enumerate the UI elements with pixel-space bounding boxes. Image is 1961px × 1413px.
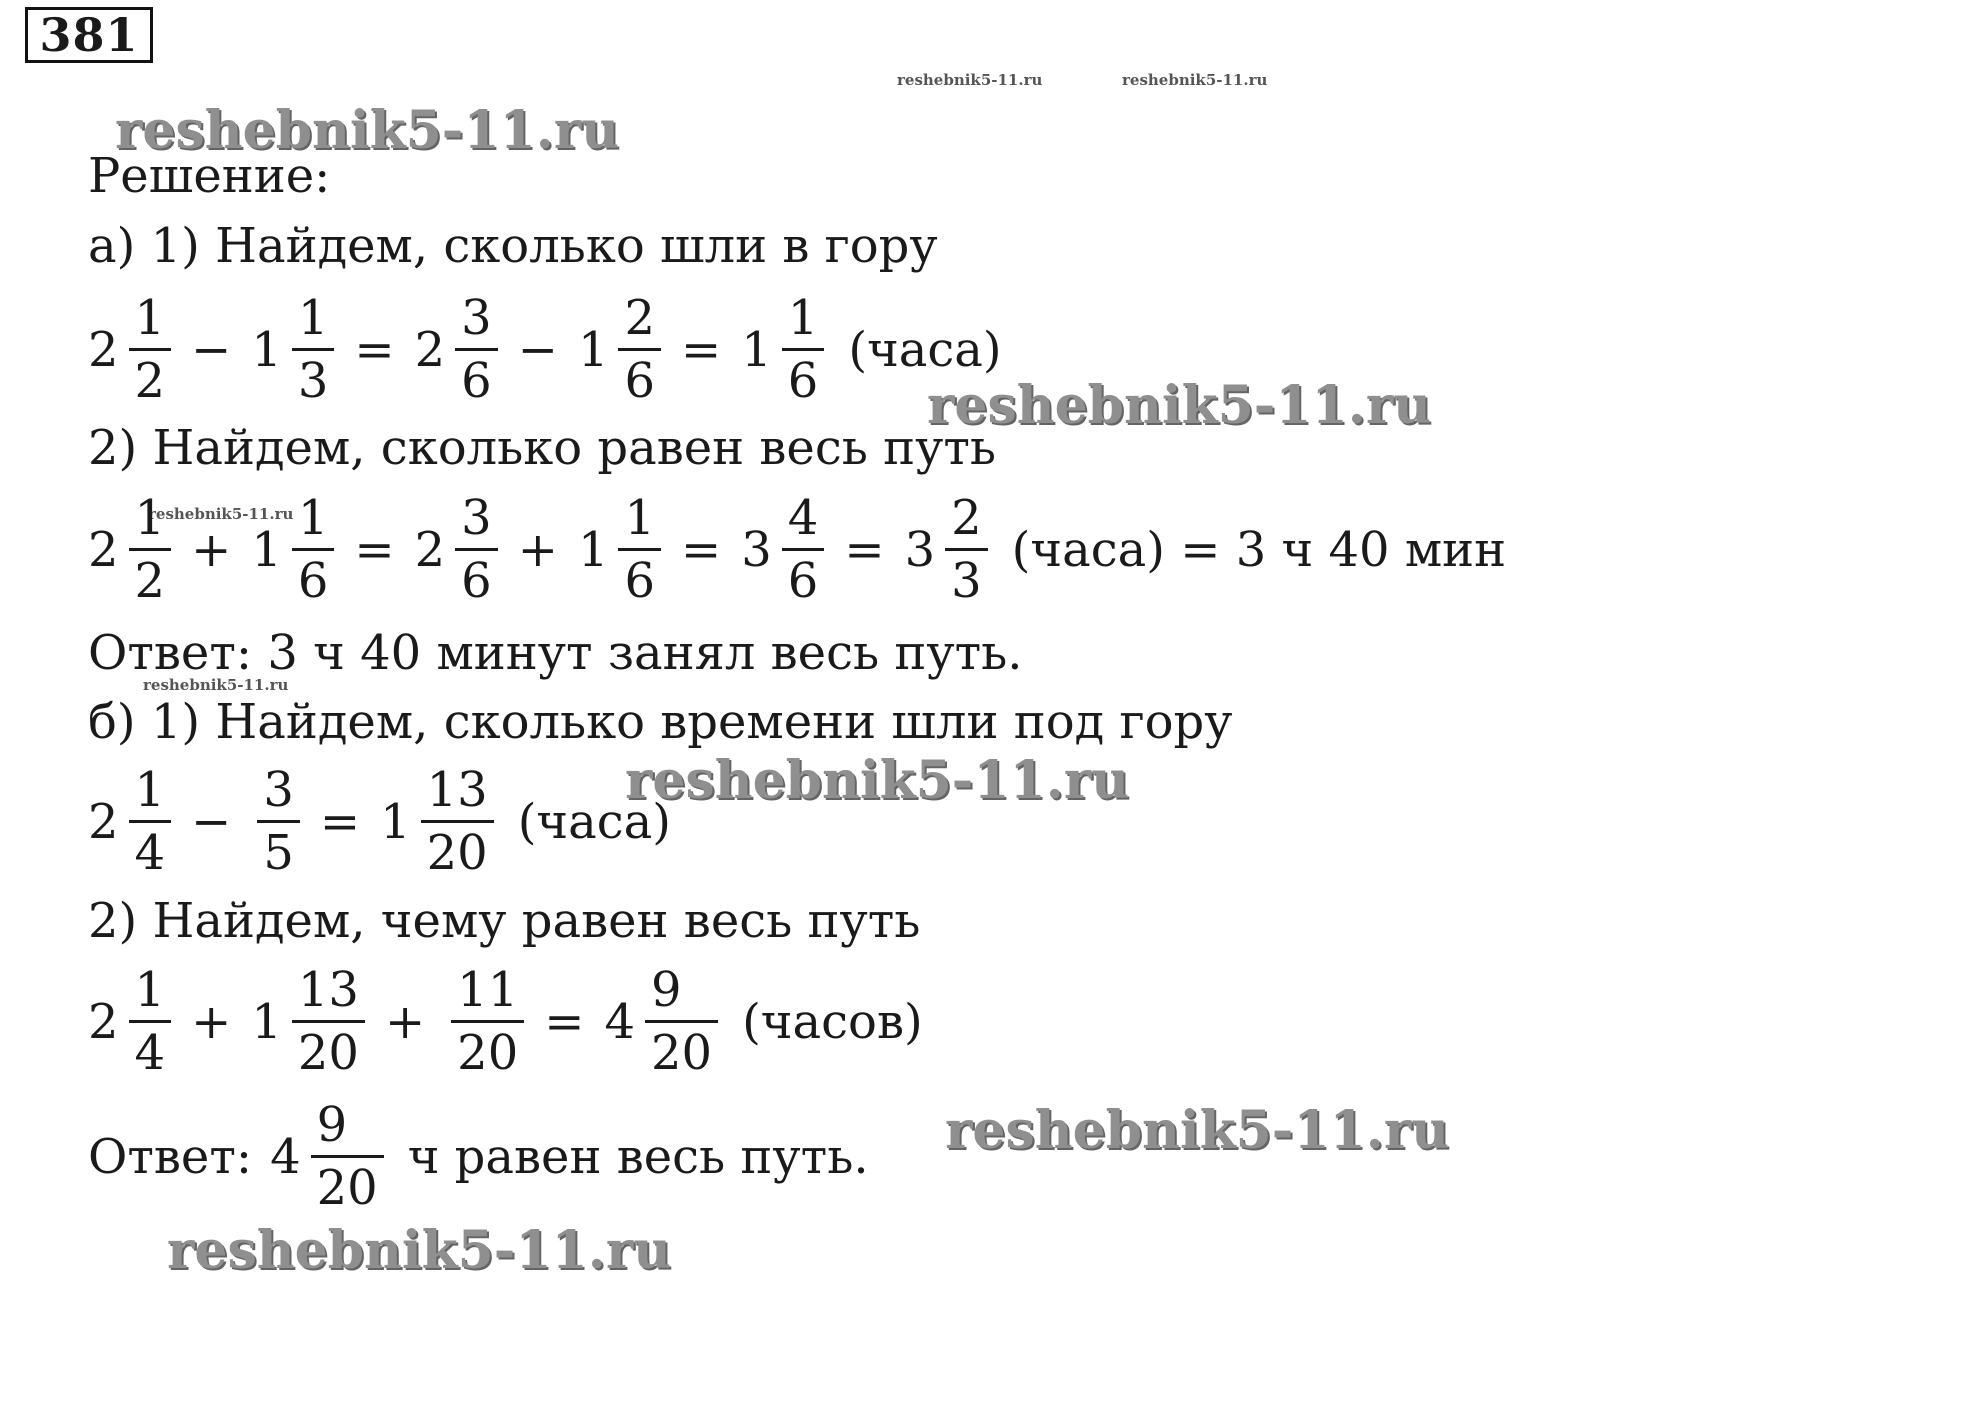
fraction [292, 288, 335, 411]
whole-number: 4 [604, 993, 635, 1050]
whole-number: 1 [251, 521, 282, 578]
operator: − [191, 793, 232, 850]
denominator: 6 [624, 553, 656, 609]
equals-sign: = [354, 521, 395, 578]
denominator: 5 [263, 825, 294, 881]
fraction [311, 1095, 384, 1218]
unit-label: (часов) [742, 993, 923, 1050]
denominator: 20 [651, 1025, 713, 1081]
numerator: 13 [426, 762, 488, 818]
denominator: 4 [134, 825, 166, 881]
denominator: 2 [134, 553, 166, 609]
equals-sign: = [681, 521, 722, 578]
watermark-big: reshebnik5-11.ru [115, 100, 620, 161]
part-a-equation-2 [88, 488, 1506, 611]
whole-number: 2 [88, 993, 119, 1050]
watermark-big: reshebnik5-11.ru [927, 375, 1432, 436]
whole-number: 1 [577, 521, 609, 578]
equals-sign: = [844, 521, 885, 578]
fraction [782, 288, 825, 411]
equals-sign: = [544, 993, 585, 1050]
operator: − [191, 321, 232, 378]
fraction [945, 488, 988, 611]
watermark-big: reshebnik5-11.ru [625, 750, 1130, 811]
numerator: 3 [461, 490, 492, 546]
whole-number: 2 [88, 321, 119, 378]
part-b-equation-1 [88, 760, 671, 883]
fraction [451, 960, 524, 1083]
operator: + [191, 993, 232, 1050]
denominator: 6 [461, 353, 492, 409]
numerator: 1 [297, 290, 329, 346]
denominator: 4 [134, 1025, 166, 1081]
numerator: 9 [316, 1097, 348, 1153]
whole-number: 1 [380, 793, 411, 850]
numerator: 3 [263, 762, 294, 818]
fraction [129, 960, 172, 1083]
fraction [618, 288, 661, 411]
denominator: 20 [426, 825, 488, 881]
fraction [618, 488, 661, 611]
watermark-big: reshebnik5-11.ru [945, 1100, 1450, 1161]
numerator: 1 [787, 290, 819, 346]
fraction [421, 760, 494, 883]
whole-number: 3 [904, 521, 936, 578]
operator: + [384, 993, 426, 1050]
denominator: 6 [787, 353, 819, 409]
fraction [257, 760, 300, 883]
operator: − [517, 321, 558, 378]
denominator: 2 [134, 353, 166, 409]
numerator: 3 [461, 290, 492, 346]
answer-prefix: Ответ: [88, 1128, 253, 1185]
denominator: 3 [951, 553, 982, 609]
part-b-step2-text: 2) Найдем, чему равен весь путь [88, 893, 921, 949]
part-b-answer [88, 1095, 869, 1218]
whole-number: 1 [251, 993, 282, 1050]
whole-number: 2 [88, 521, 119, 578]
fraction [645, 960, 718, 1083]
whole-number: 1 [577, 321, 609, 378]
equals-sign: = [319, 793, 361, 850]
numerator: 1 [134, 490, 166, 546]
whole-number: 1 [251, 321, 282, 378]
denominator: 20 [316, 1160, 378, 1216]
whole-number: 2 [88, 793, 119, 850]
denominator: 3 [297, 353, 329, 409]
task-number-box: 381 [25, 7, 153, 63]
solution-heading: Решение: [88, 148, 331, 204]
part-a-answer: Ответ: 3 ч 40 минут занял весь путь. [88, 625, 1023, 681]
numerator: 1 [134, 762, 166, 818]
unit-label: (часа) [517, 793, 672, 850]
whole-number: 3 [741, 521, 772, 578]
fraction [129, 288, 172, 411]
whole-number: 2 [414, 521, 446, 578]
numerator: 9 [651, 962, 682, 1018]
answer-suffix: ч равен весь путь. [407, 1128, 869, 1185]
denominator: 6 [297, 553, 329, 609]
operator: + [191, 521, 232, 578]
part-b-equation-2 [88, 960, 923, 1083]
whole-number: 2 [414, 321, 446, 378]
fraction [782, 488, 825, 611]
operator: + [517, 521, 558, 578]
watermark-big: reshebnik5-11.ru [167, 1220, 672, 1281]
watermark-small: reshebnik5-11.ru [143, 676, 289, 694]
numerator: 13 [297, 962, 359, 1018]
watermark-small: reshebnik5-11.ru [148, 505, 294, 523]
numerator: 11 [457, 962, 519, 1018]
equals-sign: = [681, 321, 722, 378]
fraction [455, 288, 498, 411]
denominator: 6 [624, 353, 656, 409]
numerator: 1 [297, 490, 329, 546]
fraction [455, 488, 498, 611]
fraction [129, 760, 172, 883]
numerator: 2 [624, 290, 656, 346]
numerator: 4 [787, 490, 819, 546]
whole-number: 4 [270, 1128, 301, 1185]
denominator: 20 [297, 1025, 359, 1081]
part-a-equation-1 [88, 288, 1002, 411]
equals-sign: = [354, 321, 395, 378]
numerator: 1 [134, 290, 166, 346]
part-a-step1-text: а) 1) Найдем, сколько шли в гору [88, 218, 938, 274]
unit-label: (часа) [848, 321, 1002, 378]
watermark-small: reshebnik5-11.ru [897, 71, 1043, 89]
fraction [292, 488, 335, 611]
denominator: 6 [461, 553, 492, 609]
denominator: 20 [457, 1025, 519, 1081]
numerator: 2 [951, 490, 982, 546]
whole-number: 1 [741, 321, 772, 378]
part-b-step1-text: б) 1) Найдем, сколько времени шли под гору [88, 694, 1233, 750]
denominator: 6 [787, 553, 819, 609]
fraction [129, 488, 172, 611]
part-a-step2-text: 2) Найдем, сколько равен весь путь [88, 420, 997, 476]
unit-label: (часа) = 3 ч 40 мин [1011, 521, 1507, 578]
fraction [292, 960, 365, 1083]
numerator: 1 [134, 962, 166, 1018]
watermark-small: reshebnik5-11.ru [1122, 71, 1268, 89]
numerator: 1 [624, 490, 656, 546]
